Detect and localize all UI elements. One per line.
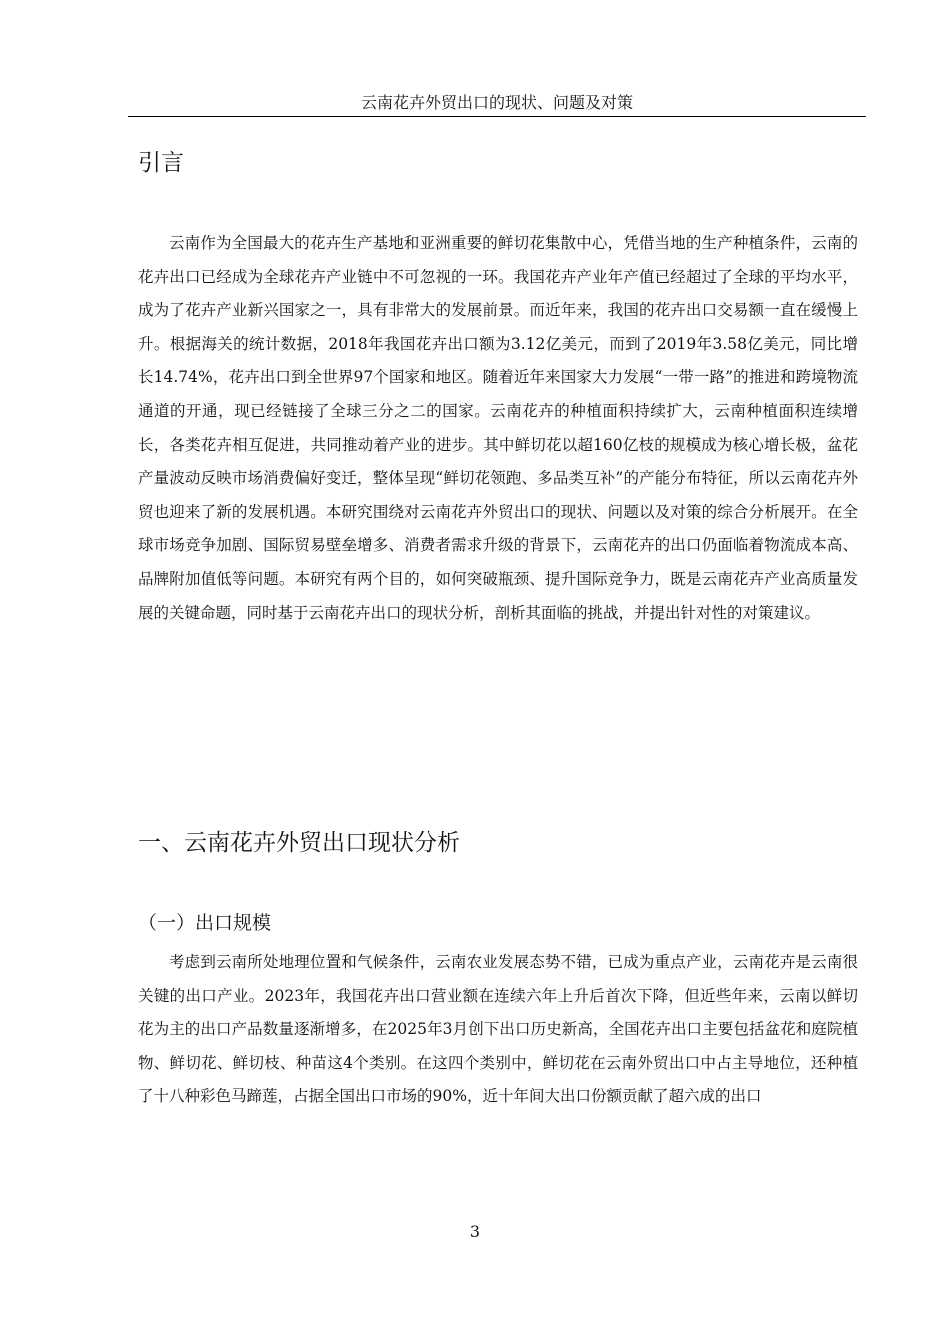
running-header-title: 云南花卉外贸出口的现状、问题及对策 xyxy=(360,93,633,112)
heading-introduction: 引言 xyxy=(138,150,184,176)
page-number: 3 xyxy=(469,1222,481,1241)
heading-chapter-1: 一、云南花卉外贸出口现状分析 xyxy=(138,830,460,856)
running-header xyxy=(128,92,866,117)
paragraph-export-scale: 考虑到云南所处地理位置和气候条件，云南农业发展态势不错，已成为重点产业，云南花卉是云南很关键的出口产业。2023年，我国花卉出口营业额在连续六年上升后首次下降，但近些年来，云南以鲜切花为主的出口产品数量逐渐增多，在2025年3月创下出口历史新高，全国花卉出口主要包括盆花和庭院植物、鲜切花、鲜切枝、种苗这4个类别。在这四个类别中，鲜切花在云南外贸出口中占主导地位，还种植了十八种彩色马蹄莲，占据全国出口市场的90%，近十年间大出口份额贡献了超六成的出口 xyxy=(138,953,858,1106)
paragraph-introduction: 云南作为全国最大的花卉生产基地和亚洲重要的鲜切花集散中心，凭借当地的生产种植条件，云南的花卉出口已经成为全球花卉产业链中不可忽视的一环。我国花卉产业年产值已经超过了全球的平均水平，成为了花卉产业新兴国家之一，具有非常大的发展前景。而近年来，我国的花卉出口交易额一直在缓慢上升。根据海关的统计数据，2018年我国花卉出口额为3.12亿美元，而到了2019年3.58亿美元，同比增长14.74%，花卉出口到全世界97个国家和地区。随着近年来国家大力发展“一带一路”的推进和跨境物流通道的开通，现已经链接了全球三分之二的国家。云南花卉的种植面积持续扩大，云南种植面积连续增长，各类花卉相互促进，共同推动着产业的进步。其中鲜切花以超160亿枝的规模成为核心增长极，盆花产量波动反映市场消费偏好变迁，整体呈现“鲜切花领跑、多品类互补”的产能分布特征，所以云南花卉外贸也迎来了新的发展机遇。本研究围绕对云南花卉外贸出口的现状、问题以及对策的综合分析展开。在全球市场竞争加剧、国际贸易壁垒增多、消费者需求升级的背景下，云南花卉的出口仍面临着物流成本高、品牌附加值低等问题。本研究有两个目的，如何突破瓶颈、提升国际竞争力，既是云南花卉产业高质量发展的关键命题，同时基于云南花卉出口的现状分析，剖析其面临的挑战，并提出针对性的对策建议。 xyxy=(138,234,858,622)
heading-export-scale: （一）出口规模 xyxy=(138,912,272,934)
